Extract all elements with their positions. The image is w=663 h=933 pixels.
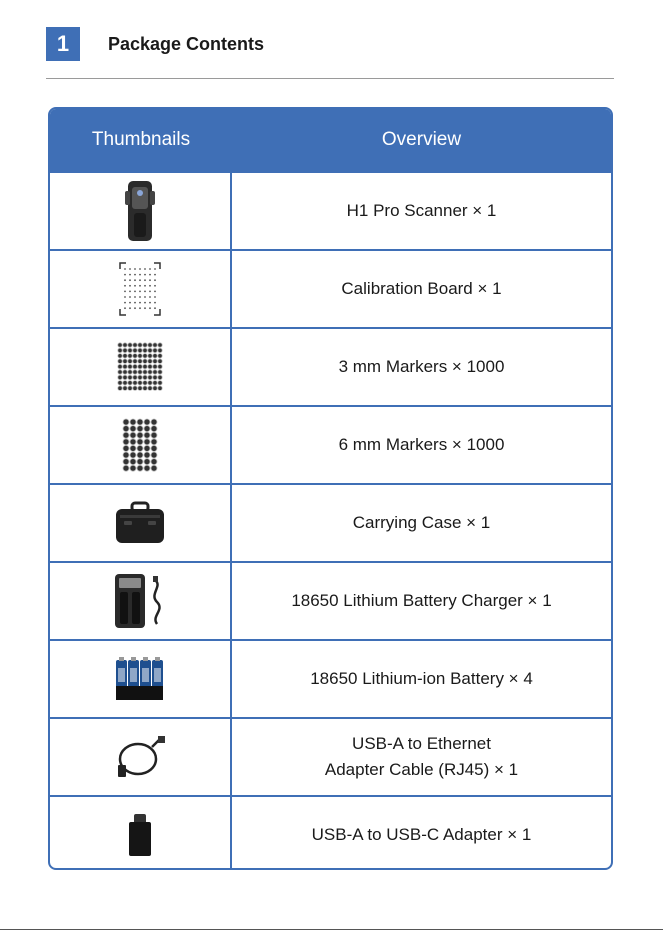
table-row bbox=[50, 717, 611, 795]
header-divider bbox=[46, 78, 614, 79]
section-number: 1 bbox=[46, 27, 80, 61]
item-label: USB-A to USB-C Adapter × 1 bbox=[311, 825, 532, 844]
table-row bbox=[50, 327, 611, 405]
thumbnail-cell bbox=[50, 719, 232, 795]
carrying-case-icon bbox=[114, 501, 166, 545]
markers-3mm-icon bbox=[117, 342, 163, 392]
thumbnail-cell bbox=[50, 485, 232, 561]
table-row bbox=[50, 639, 611, 717]
thumbnail-cell bbox=[50, 641, 232, 717]
markers-6mm-icon bbox=[122, 418, 158, 472]
thumbnail-cell bbox=[50, 797, 232, 870]
thumbnail-cell bbox=[50, 251, 232, 327]
overview-cell bbox=[232, 797, 611, 870]
calibration-board-icon bbox=[118, 261, 162, 317]
overview-cell bbox=[232, 251, 611, 327]
overview-cell bbox=[232, 719, 611, 795]
item-label: H1 Pro Scanner × 1 bbox=[346, 201, 497, 220]
ethernet-cable-icon bbox=[112, 735, 168, 779]
table-row bbox=[50, 483, 611, 561]
table-row bbox=[50, 171, 611, 249]
table-row bbox=[50, 561, 611, 639]
item-label: Calibration Board × 1 bbox=[341, 279, 502, 298]
overview-cell bbox=[232, 329, 611, 405]
overview-cell bbox=[232, 485, 611, 561]
battery-charger-icon bbox=[113, 572, 167, 630]
thumbnail-cell bbox=[50, 563, 232, 639]
table-row bbox=[50, 405, 611, 483]
section-header bbox=[46, 27, 264, 61]
item-label-line-1: USB-A to Ethernet bbox=[352, 734, 491, 753]
usb-adapter-icon bbox=[126, 812, 154, 858]
item-label: Carrying Case × 1 bbox=[352, 513, 491, 532]
item-label: 18650 Lithium Battery Charger × 1 bbox=[291, 591, 552, 610]
item-label: 6 mm Markers × 1000 bbox=[338, 435, 505, 454]
table-row bbox=[50, 249, 611, 327]
table-row bbox=[50, 795, 611, 870]
package-contents-table bbox=[48, 107, 613, 870]
item-label-line-2: Adapter Cable (RJ45) × 1 bbox=[324, 760, 519, 779]
footer-divider bbox=[0, 929, 663, 930]
thumbnail-cell bbox=[50, 329, 232, 405]
overview-cell bbox=[232, 641, 611, 717]
thumbnail-cell bbox=[50, 407, 232, 483]
item-label: 3 mm Markers × 1000 bbox=[338, 357, 505, 376]
overview-cell bbox=[232, 173, 611, 249]
battery-icon bbox=[114, 656, 166, 702]
thumbnail-cell bbox=[50, 173, 232, 249]
scanner-icon bbox=[123, 179, 157, 243]
table-header bbox=[50, 109, 611, 171]
overview-cell bbox=[232, 407, 611, 483]
item-label: 18650 Lithium-ion Battery × 4 bbox=[310, 669, 533, 688]
header-overview: Overview bbox=[381, 129, 462, 150]
section-title: Package Contents bbox=[108, 33, 265, 54]
overview-cell bbox=[232, 563, 611, 639]
header-thumbnails: Thumbnails bbox=[91, 129, 191, 150]
